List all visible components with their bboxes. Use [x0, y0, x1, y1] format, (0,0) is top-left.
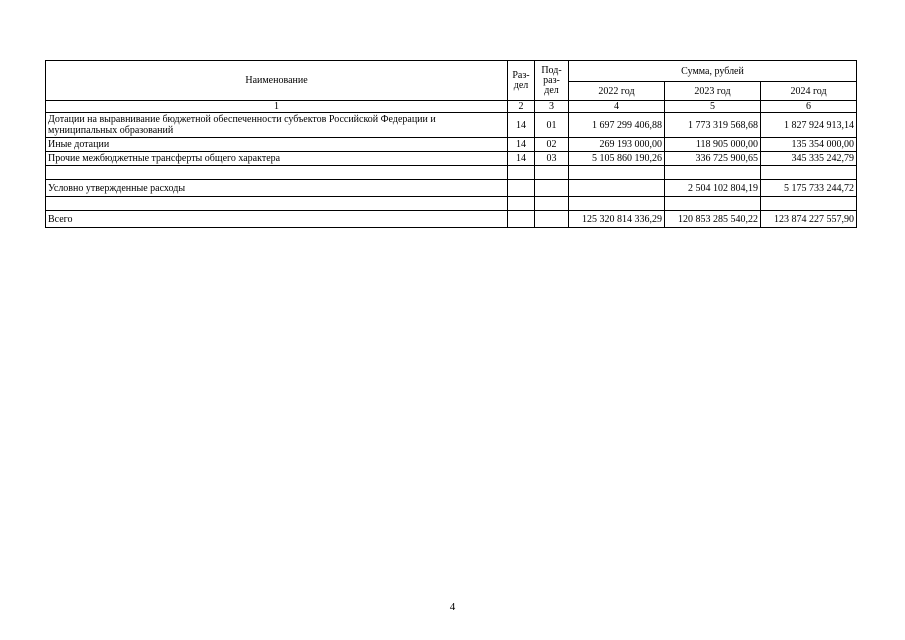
row-sum-2023: 336 725 900,65 — [665, 152, 761, 166]
row-razdel: 14 — [508, 152, 535, 166]
row-name: Иные дотации — [46, 138, 508, 152]
total-sum-2023: 120 853 285 540,22 — [665, 211, 761, 228]
row-sum-2024: 135 354 000,00 — [761, 138, 857, 152]
header-year-2023: 2023 год — [665, 82, 761, 101]
total-row — [46, 211, 857, 228]
header-razdel-line-2: дел — [513, 79, 529, 91]
row-sum-2024: 1 827 924 913,14 — [761, 113, 857, 138]
row-podrazdel: 03 — [535, 152, 569, 166]
row-name: Дотации на выравнивание бюджетной обеспеченности субъектов Российской Федерации и муниципальных образований — [46, 113, 508, 138]
row-sum-2024: 345 335 242,79 — [761, 152, 857, 166]
conditional-expenses-row — [46, 180, 857, 197]
header-year-2022: 2022 год — [569, 82, 665, 101]
row-podrazdel: 02 — [535, 138, 569, 152]
header-podrazdel-line-3: дел — [544, 84, 559, 96]
header-podrazdel-line-2: раз- — [543, 74, 560, 86]
header-podrazdel-line-1: Под- — [541, 64, 562, 76]
row-sum-2022: 1 697 299 406,88 — [569, 113, 665, 138]
row-name: Прочие межбюджетные трансферты общего характера — [46, 152, 508, 166]
column-number: 5 — [665, 101, 761, 113]
row-sum-2022: 269 193 000,00 — [569, 138, 665, 152]
header-name: Наименование — [46, 61, 508, 101]
table-row — [46, 138, 857, 152]
column-number: 4 — [569, 101, 665, 113]
table-row — [46, 113, 857, 138]
budget-table — [45, 60, 857, 228]
row-podrazdel: 01 — [535, 113, 569, 138]
empty-row — [46, 166, 857, 180]
total-sum-2022: 125 320 814 336,29 — [569, 211, 665, 228]
header-sum-group: Сумма, рублей — [569, 61, 857, 82]
page-number: 4 — [449, 601, 456, 613]
row-razdel: 14 — [508, 113, 535, 138]
header-year-2024: 2024 год — [761, 82, 857, 101]
row-sum-2023: 1 773 319 568,68 — [665, 113, 761, 138]
column-number: 6 — [761, 101, 857, 113]
row-sum-2022: 5 105 860 190,26 — [569, 152, 665, 166]
header-podrazdel — [535, 61, 569, 101]
conditional-sum-2022 — [569, 180, 665, 197]
row-razdel: 14 — [508, 138, 535, 152]
header-razdel — [508, 61, 535, 101]
empty-row — [46, 197, 857, 211]
conditional-sum-2024: 5 175 733 244,72 — [761, 180, 857, 197]
header-razdel-line-1: Раз- — [512, 69, 530, 81]
column-number: 1 — [46, 101, 508, 113]
column-number-row — [46, 101, 857, 113]
column-number: 3 — [535, 101, 569, 113]
conditional-name: Условно утвержденные расходы — [46, 180, 508, 197]
header-row-top — [46, 61, 857, 82]
total-name: Всего — [46, 211, 508, 228]
total-sum-2024: 123 874 227 557,90 — [761, 211, 857, 228]
column-number: 2 — [508, 101, 535, 113]
table-row — [46, 152, 857, 166]
row-sum-2023: 118 905 000,00 — [665, 138, 761, 152]
conditional-sum-2023: 2 504 102 804,19 — [665, 180, 761, 197]
